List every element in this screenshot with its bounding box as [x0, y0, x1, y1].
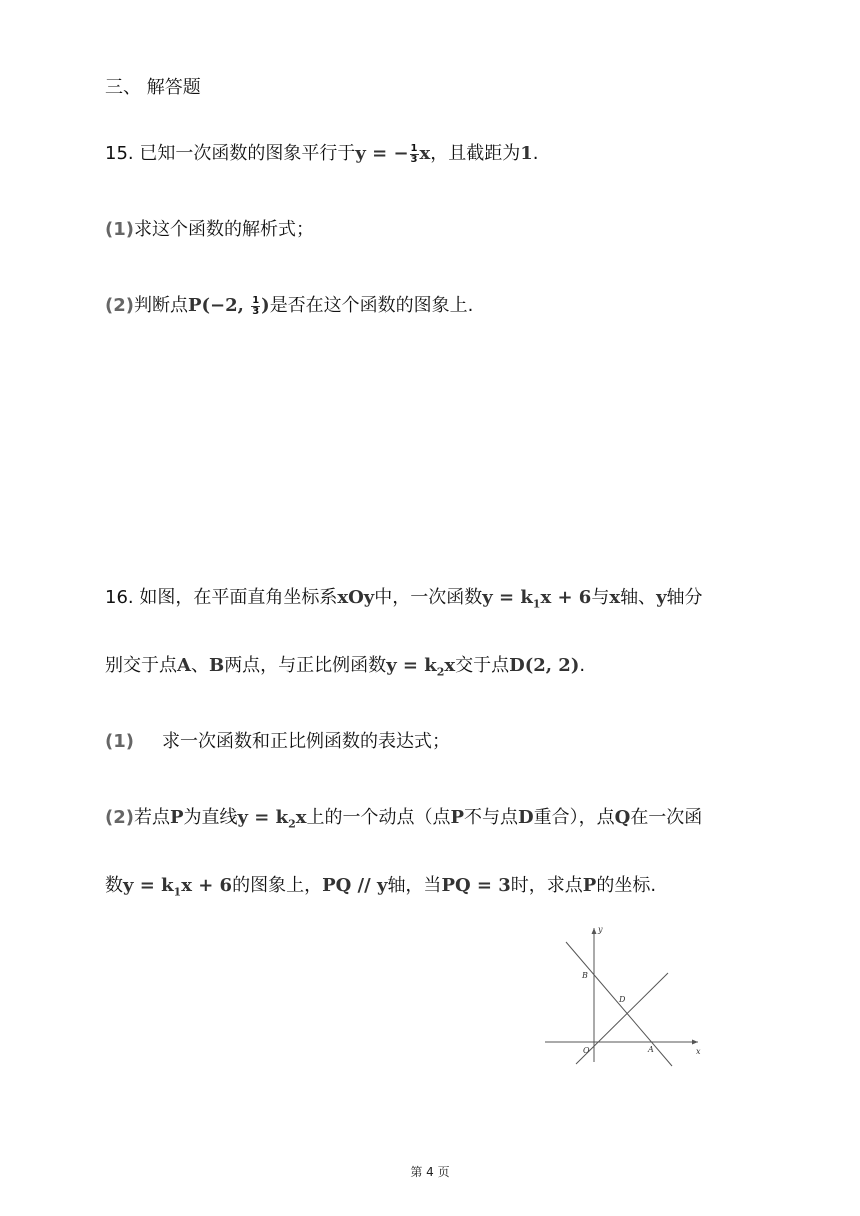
section-title-text: 三、 解答题: [105, 77, 201, 98]
q16-l2-end: .: [579, 655, 586, 676]
x-axis-arrow: [692, 1040, 698, 1045]
y-axis-arrow: [592, 928, 597, 934]
q16-text-e: 轴分: [666, 587, 703, 608]
q16-point-b: B: [208, 655, 225, 676]
q16-text-a: 如图，在平面直角坐标系: [133, 587, 338, 608]
q16-l5-pq-equals: PQ = 3: [441, 875, 511, 896]
q15-point: P(−2,: [187, 295, 251, 316]
q16-p2-text-b: 为直线: [183, 807, 238, 828]
q16-part1-text: 求一次函数和正比例函数的表达式；: [161, 731, 450, 752]
q15-fraction-denominator: 3: [410, 153, 418, 165]
q16-l5-eq-rest: x + 6: [181, 875, 233, 896]
q16-linear-equation: [482, 587, 592, 611]
q16-p2-text-d: 不与点: [464, 807, 519, 828]
q16-point-a: A: [177, 655, 191, 676]
q16-p2-point-p: P: [169, 807, 184, 828]
coordinate-figure: [540, 922, 710, 1072]
label-b: B: [582, 971, 588, 980]
q16-text-b: 中，一次函数: [374, 587, 483, 608]
q16-p2-point-p2: P: [450, 807, 465, 828]
q15-part1-text: 求这个函数的解析式；: [133, 219, 314, 240]
q15-number: 15.: [105, 143, 134, 164]
q15-equation: y = −: [355, 143, 409, 164]
q15-equation-x: x: [419, 143, 431, 164]
q15-stem-end: .: [532, 143, 539, 164]
label-d: D: [619, 995, 626, 1004]
q16-l5-text-d: 时，求点: [510, 875, 583, 896]
q16-p2-eq-rest: x: [295, 807, 307, 828]
q16-part1: [105, 730, 450, 754]
page-number: 第 4 页: [410, 1165, 450, 1179]
q16-l5-point-p: P: [582, 875, 597, 896]
q16-l5-text-a: 数: [105, 875, 123, 896]
q16-stem-line2: [105, 654, 585, 685]
q16-linear-eq-y: y = k: [482, 587, 533, 608]
line-ab: [566, 942, 672, 1066]
q16-number: 16.: [105, 587, 134, 608]
line-od: [576, 973, 668, 1064]
q16-l2-text-b: 、: [190, 655, 209, 676]
q16-p2-text-a: 若点: [133, 807, 170, 828]
q15-point-fraction: [251, 296, 260, 317]
q16-l5-text-e: 的坐标.: [596, 875, 657, 896]
q15-fraction: [410, 144, 419, 165]
label-x: x: [696, 1047, 701, 1056]
q16-x-axis: x: [609, 587, 621, 608]
q15-part1: [105, 218, 314, 242]
q16-l5-equation: [123, 875, 233, 899]
q16-y-axis: y: [656, 587, 667, 608]
page-footer: [0, 1163, 860, 1180]
q15-stem-text-b: ，且截距为: [430, 143, 521, 164]
label-o: O: [583, 1046, 590, 1055]
q16-p2-point-d: D: [518, 807, 534, 828]
q16-text-d: 轴、: [620, 587, 657, 608]
q16-linear-eq-rest: x + 6: [540, 587, 592, 608]
q15-part2-text-b: 是否在这个函数的图象上.: [269, 295, 474, 316]
q16-part2-line2: [105, 874, 656, 905]
q16-p2-text-c: 上的一个动点（点: [306, 807, 451, 828]
q16-part1-label: (1): [105, 731, 134, 752]
label-a: A: [648, 1045, 654, 1054]
q16-stem-line1: [105, 586, 703, 617]
q16-p2-text-e: 重合），点: [533, 807, 615, 828]
q15-part1-label: (1): [105, 219, 134, 240]
q15-point-fraction-denominator: 3: [252, 305, 260, 317]
q16-l2-text-a: 别交于点: [105, 655, 177, 676]
q16-l5-text-b: 的图象上，: [232, 875, 323, 896]
section-title: [105, 76, 201, 100]
q16-part2-line1: [105, 806, 702, 837]
q16-l2-text-c: 两点，与正比例函数: [224, 655, 387, 676]
q16-prop-eq-rest: x: [444, 655, 456, 676]
q16-point-d: D(2, 2): [509, 655, 580, 676]
q15-stem: [105, 142, 539, 166]
q16-text-c: 与: [591, 587, 610, 608]
q16-l5-eq-sub: 1: [173, 885, 182, 899]
q16-prop-eq-sub: 2: [436, 665, 445, 679]
q16-p2-point-q: Q: [614, 807, 631, 828]
q16-prop-eq-y: y = k: [386, 655, 437, 676]
q16-xoy: xOy: [337, 587, 375, 608]
label-y: y: [598, 925, 603, 934]
q15-point-fraction-numerator: 1: [252, 294, 260, 306]
q16-p2-text-f: 在一次函: [630, 807, 703, 828]
q16-p2-eq-sub: 2: [288, 817, 296, 831]
q16-linear-eq-sub: 1: [532, 597, 541, 611]
q16-l5-parallel: PQ // y: [322, 875, 388, 896]
q15-part2-text-a: 判断点: [133, 295, 188, 316]
q15-part2-label: (2): [105, 295, 134, 316]
q15-intercept: 1: [520, 143, 533, 164]
q15-part2: [105, 294, 473, 318]
q15-fraction-numerator: 1: [410, 142, 418, 154]
q16-p2-eq-y: y = k: [237, 807, 289, 828]
q16-l5-eq-y: y = k: [123, 875, 174, 896]
q16-l5-text-c: 轴，当: [387, 875, 442, 896]
q16-l2-text-d: 交于点: [455, 655, 510, 676]
q16-part2-label: (2): [105, 807, 134, 828]
q16-proportional-equation: [386, 655, 456, 679]
q16-p2-equation: [237, 807, 307, 831]
q15-point-close: ): [261, 295, 270, 316]
q15-stem-text-a: 已知一次函数的图象平行于: [133, 143, 356, 164]
